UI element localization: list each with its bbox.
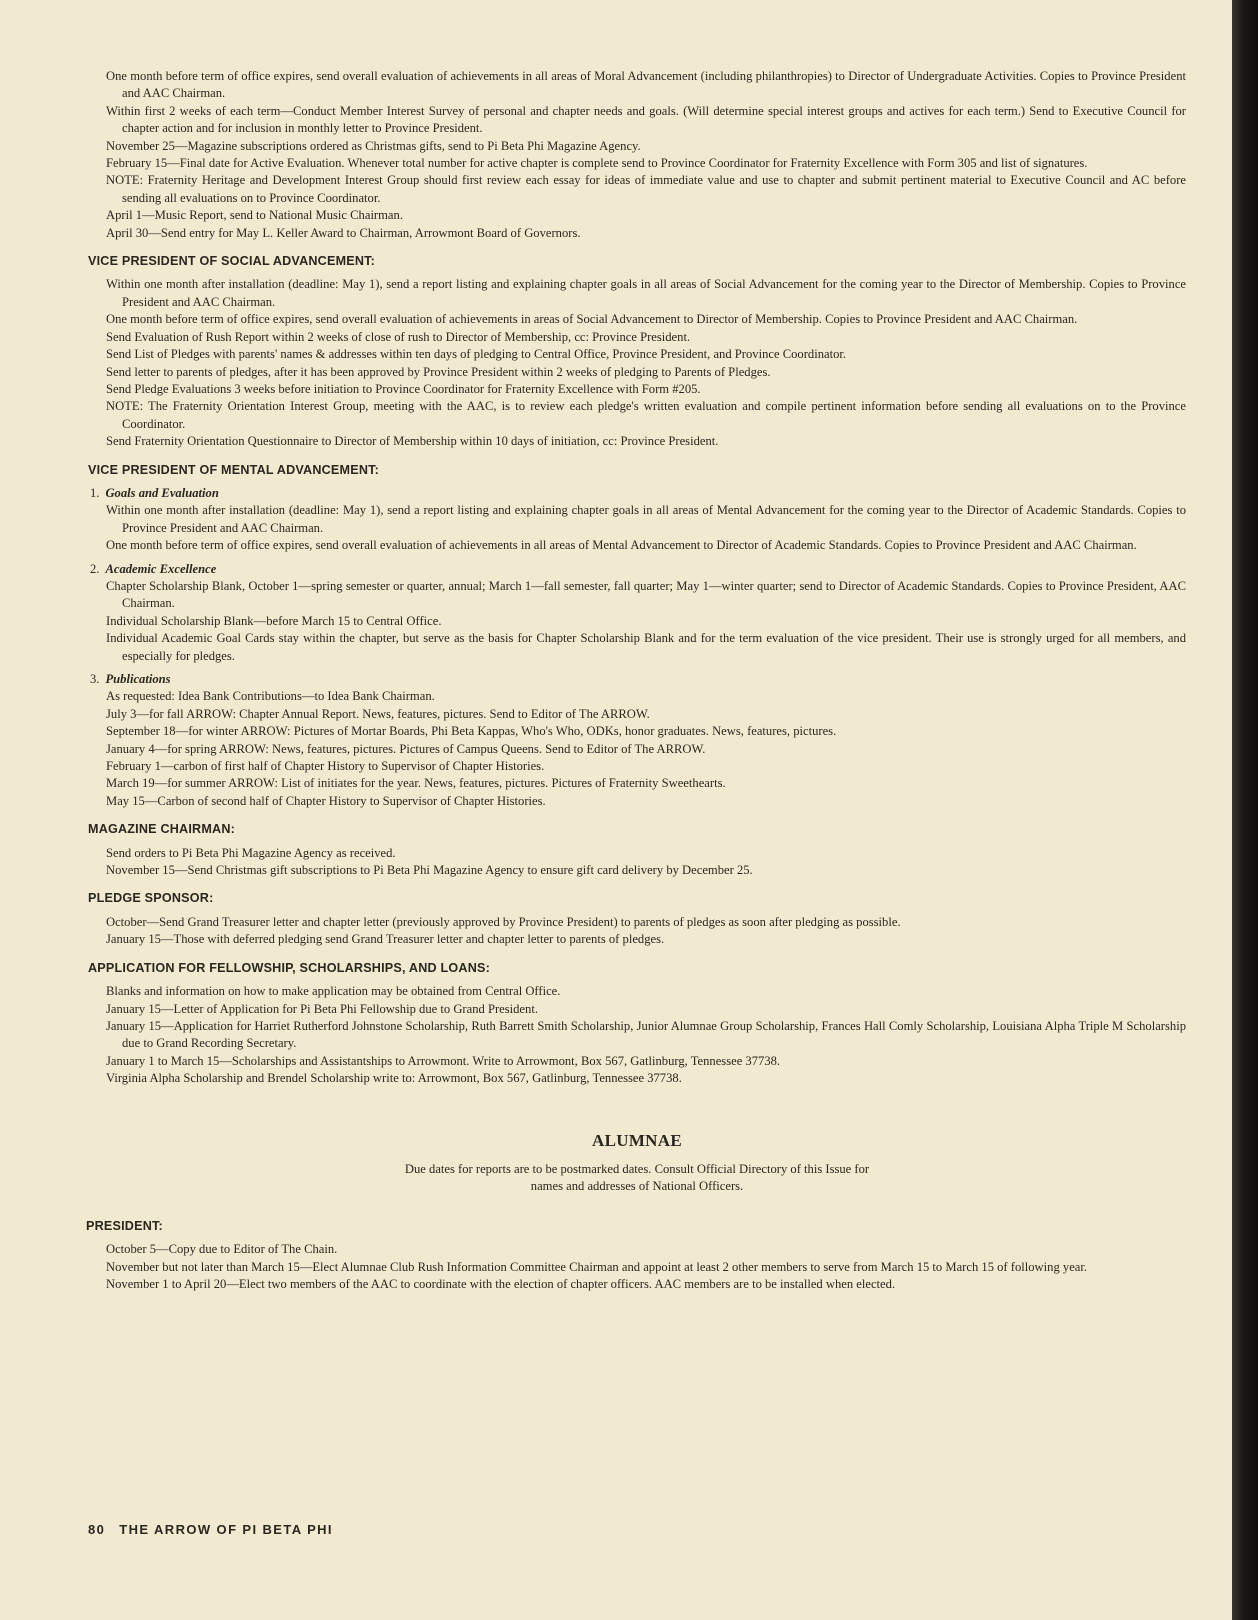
list-item: Within one month after installation (deadline: May 1), send a report listing and explaining chapter goals in all areas of Mental Advancement for the coming year to the Director of Academic Standards. Copies to Province President and AAC Chairman. bbox=[106, 503, 1186, 535]
page-footer bbox=[88, 1522, 333, 1537]
list-item: Chapter Scholarship Blank, October 1—spring semester or quarter, annual; March 1—fall semester, fall quarter; May 1—winter quarter; send to Director of Academic Standards. Copies to Province President, AAC Chairman. bbox=[106, 578, 1186, 611]
list-item: April 1—Music Report, send to National Music Chairman. bbox=[106, 208, 403, 223]
social-section bbox=[88, 253, 1186, 450]
list-item: April 30—Send entry for May L. Keller Award to Chairman, Arrowmont Board of Governors. bbox=[106, 225, 581, 240]
subsection-number: 1. bbox=[90, 485, 100, 500]
magazine-section bbox=[88, 821, 1186, 879]
list-item: September 18—for winter ARROW: Pictures of Mortar Boards, Phi Beta Kappas, Who's Who, ODKs, honor graduates. News, features, pictures. bbox=[106, 724, 837, 739]
list-item: October—Send Grand Treasurer letter and chapter letter (previously approved by Province President) to parents of pledges as soon after pledging as possible. bbox=[106, 914, 901, 929]
list-item: Individual Academic Goal Cards stay within the chapter, but serve as the basis for Chapter Scholarship Blank and for the term evaluation of the vice president. Their use is strongly urged for all members, and especially for pledges. bbox=[106, 631, 1186, 663]
subsection-label: Goals and Evaluation bbox=[105, 485, 219, 500]
page-edge-shadow bbox=[1232, 0, 1258, 1620]
section-heading: PRESIDENT: bbox=[86, 1218, 163, 1233]
section-heading: MAGAZINE CHAIRMAN: bbox=[88, 822, 236, 837]
list-item: Blanks and information on how to make application may be obtained from Central Office. bbox=[106, 984, 561, 999]
list-item: One month before term of office expires, send overall evaluation of achievements in areas of Social Advancement to Director of Membership. Copies to Province President and AAC Chairman. bbox=[106, 312, 1078, 327]
list-item: January 15—Those with deferred pledging send Grand Treasurer letter and chapter letter to parents of pledges. bbox=[106, 932, 665, 947]
subsection-number: 3. bbox=[90, 672, 100, 686]
alumnae-note bbox=[88, 1161, 1186, 1196]
pledge-section bbox=[88, 890, 1186, 948]
list-item: One month before term of office expires, send overall evaluation of achievements in all areas of Moral Advancement (including philanthropies) to Director of Undergraduate Activities. Copies to Province President and AAC Chairman. bbox=[106, 69, 1186, 101]
alumnae-note-line: names and addresses of National Officers. bbox=[530, 1179, 744, 1194]
list-item: Send letter to parents of pledges, after it has been approved by Province President within 2 weeks of pledging to Parents of Pledges. bbox=[106, 364, 771, 379]
list-item: November 1 to April 20—Elect two members of the AAC to coordinate with the election of chapter officers. AAC members are to be installed when elected. bbox=[106, 1276, 896, 1291]
list-item: Individual Scholarship Blank—before March 15 to Central Office. bbox=[106, 613, 442, 628]
president-section bbox=[88, 1218, 1186, 1294]
list-item: July 3—for fall ARROW: Chapter Annual Report. News, features, pictures. Send to Editor of The ARROW. bbox=[106, 706, 650, 721]
application-section bbox=[88, 960, 1186, 1088]
list-item: March 19—for summer ARROW: List of initiates for the year. News, features, pictures. Pictures of Fraternity Sweethearts. bbox=[106, 776, 726, 791]
subsection-number: 2. bbox=[90, 561, 100, 576]
section-heading: VICE PRESIDENT OF MENTAL ADVANCEMENT: bbox=[88, 462, 380, 477]
list-item: Send orders to Pi Beta Phi Magazine Agency as received. bbox=[106, 845, 396, 860]
section-heading: APPLICATION FOR FELLOWSHIP, SCHOLARSHIPS, AND LOANS: bbox=[88, 960, 490, 975]
list-item: NOTE: Fraternity Heritage and Development Interest Group should first review each essay for ideas of immediate value and use to chapter and submit pertinent material to Executive Council and AC before sending all evaluations on to Province Coordinator. bbox=[106, 173, 1186, 205]
list-item: As requested: Idea Bank Contributions—to Idea Bank Chairman. bbox=[106, 689, 435, 704]
list-item: November 25—Magazine subscriptions ordered as Christmas gifts, send to Pi Beta Phi Magazine Agency. bbox=[106, 138, 641, 153]
publication-title: THE ARROW OF PI BETA PHI bbox=[119, 1522, 333, 1537]
section-heading: VICE PRESIDENT OF SOCIAL ADVANCEMENT: bbox=[88, 254, 376, 269]
list-item: Send Pledge Evaluations 3 weeks before initiation to Province Coordinator for Fraternity Excellence with Form #205. bbox=[106, 381, 701, 396]
list-item: Send List of Pledges with parents' names & addresses within ten days of pledging to Central Office, Province President, and Province Coordinator. bbox=[106, 347, 847, 362]
list-item: NOTE: The Fraternity Orientation Interest Group, meeting with the AAC, is to review each pledge's written evaluation and compile pertinent information before sending all evaluations on to the Province Coordinator. bbox=[106, 399, 1186, 431]
list-item: Virginia Alpha Scholarship and Brendel Scholarship write to: Arrowmont, Box 567, Gatlinburg, Tennessee 37738. bbox=[106, 1071, 682, 1086]
list-item: Within one month after installation (deadline: May 1), send a report listing and explaining chapter goals in all areas of Social Advancement for the coming year to the Director of Membership. Copies to Province President and AAC Chairman. bbox=[106, 277, 1186, 309]
list-item: Send Evaluation of Rush Report within 2 weeks of close of rush to Director of Membership, cc: Province President. bbox=[106, 329, 691, 344]
subsection-label: Academic Excellence bbox=[105, 561, 217, 576]
list-item: May 15—Carbon of second half of Chapter History to Supervisor of Chapter Histories. bbox=[106, 793, 546, 808]
list-item: Send Fraternity Orientation Questionnaire to Director of Membership within 10 days of initiation, cc: Province President. bbox=[106, 434, 719, 449]
list-item: January 1 to March 15—Scholarships and Assistantships to Arrowmont. Write to Arrowmont, Box 567, Gatlinburg, Tennessee 37738. bbox=[106, 1053, 781, 1068]
page-content bbox=[88, 68, 1186, 1293]
list-item: January 4—for spring ARROW: News, features, pictures. Pictures of Campus Queens. Send to Editor of The ARROW. bbox=[106, 741, 706, 756]
list-item: February 15—Final date for Active Evaluation. Whenever total number for active chapter is complete send to Province Coordinator for Fraternity Excellence with Form 305 and list of signatures. bbox=[106, 156, 1088, 171]
page-number: 80 bbox=[88, 1522, 106, 1537]
alumnae-title: ALUMNAE bbox=[592, 1130, 682, 1150]
subsection-label: Publications bbox=[105, 672, 171, 686]
list-item: February 1—carbon of first half of Chapter History to Supervisor of Chapter Histories. bbox=[106, 759, 545, 774]
section-heading: PLEDGE SPONSOR: bbox=[88, 891, 214, 906]
list-item: January 15—Letter of Application for Pi Beta Phi Fellowship due to Grand President. bbox=[106, 1001, 538, 1016]
alumnae-note-line: Due dates for reports are to be postmarked dates. Consult Official Directory of this Issue for bbox=[404, 1161, 870, 1176]
intro-section bbox=[88, 68, 1186, 242]
subsection-title bbox=[90, 671, 1186, 688]
list-item: October 5—Copy due to Editor of The Chain. bbox=[106, 1242, 338, 1257]
mental-section bbox=[88, 462, 1186, 811]
subsection-title bbox=[90, 485, 1186, 502]
list-item: November but not later than March 15—Elect Alumnae Club Rush Information Committee Chairman and appoint at least 2 other members to serve from March 15 to March 15 of following year. bbox=[106, 1259, 1088, 1274]
list-item: November 15—Send Christmas gift subscriptions to Pi Beta Phi Magazine Agency to ensure gift card delivery by December 25. bbox=[106, 863, 753, 878]
list-item: One month before term of office expires, send overall evaluation of achievements in all areas of Mental Advancement to Director of Academic Standards. Copies to Province President and AAC Chairman. bbox=[106, 538, 1137, 553]
list-item: Within first 2 weeks of each term—Conduct Member Interest Survey of personal and chapter needs and goals. (Will determine special interest groups and actives for each term.) Send to Executive Council for chapter action and for inclusion in monthly letter to Province President. bbox=[106, 103, 1186, 136]
subsection-title bbox=[90, 561, 1186, 578]
list-item: January 15—Application for Harriet Rutherford Johnstone Scholarship, Ruth Barrett Smith Scholarship, Junior Alumnae Group Scholarship, Frances Hall Comly Scholarship, Louisiana Alpha Triple M Scholarship due to Grand Recording Secretary. bbox=[106, 1018, 1186, 1051]
